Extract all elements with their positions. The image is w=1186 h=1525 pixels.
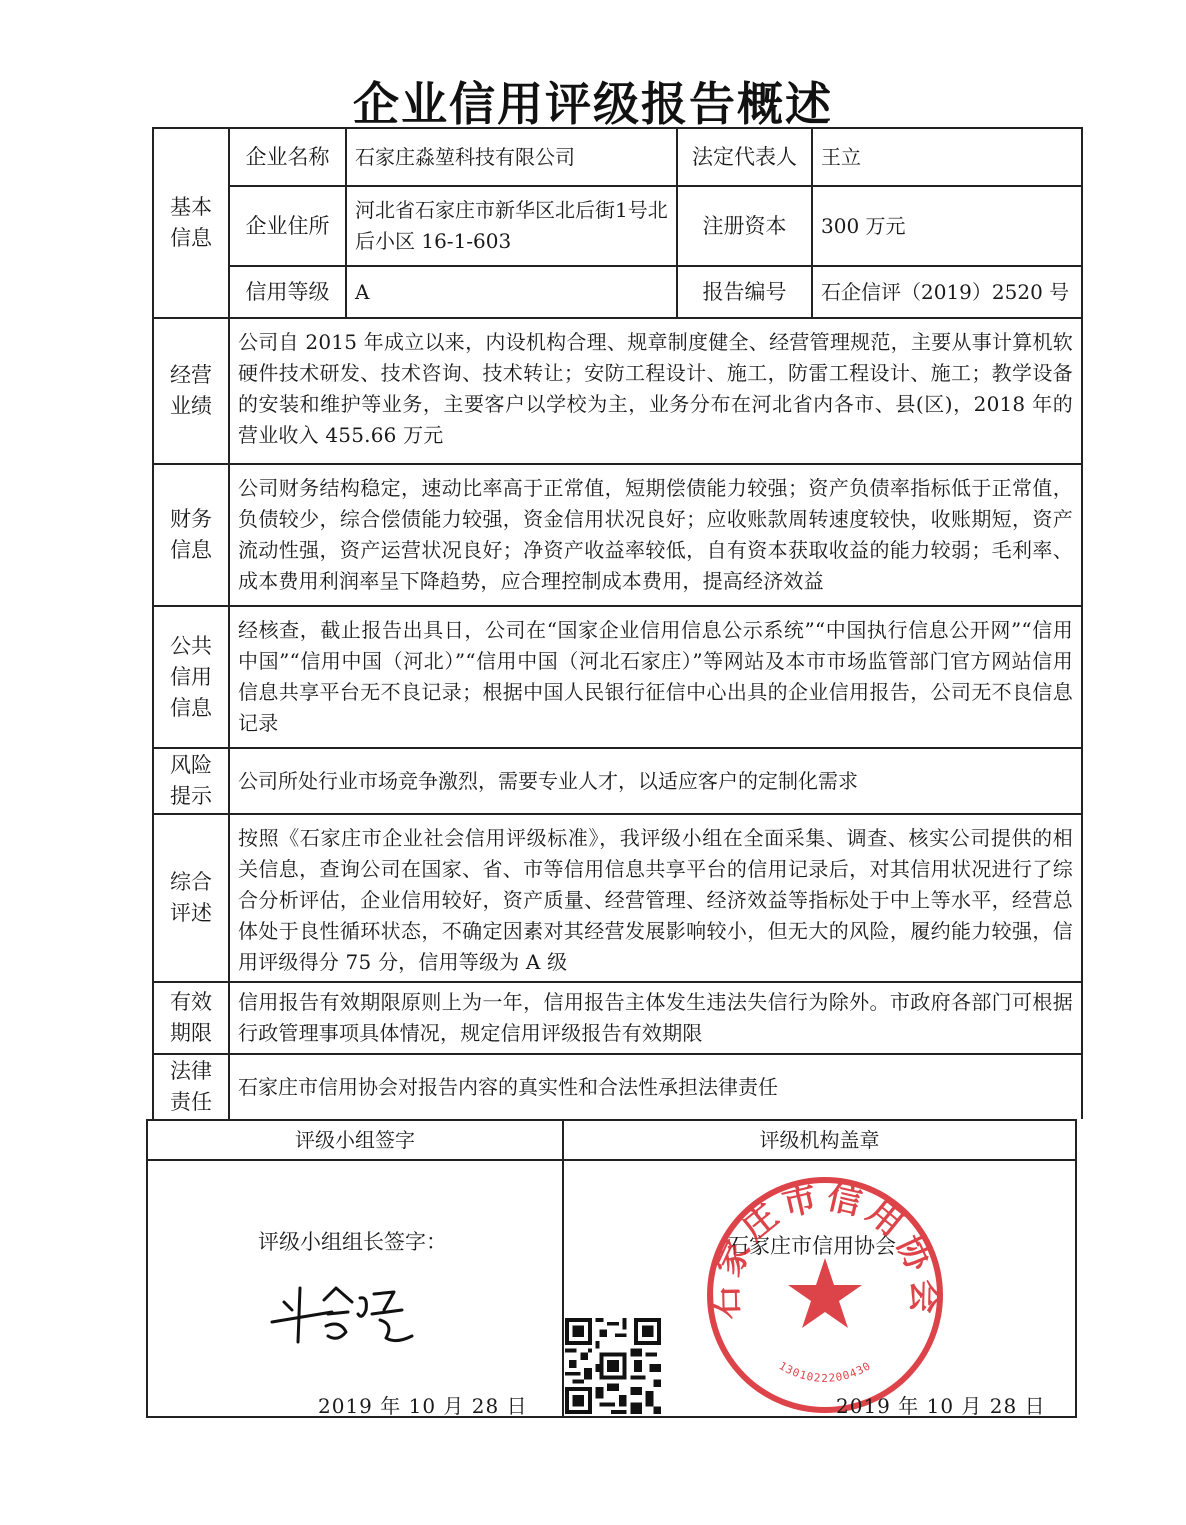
- label-line: 期限: [170, 1021, 212, 1045]
- star-icon: [788, 1258, 862, 1328]
- section-evaluation-label: [152, 813, 228, 981]
- legal-text: 石家庄市信用协会对报告内容的真实性和合法性承担法律责任: [228, 1053, 1083, 1119]
- legal-rep-value: 王立: [811, 127, 1083, 185]
- report-no-value: 石企信评（2019）2520 号: [811, 265, 1083, 317]
- section-performance-label: [152, 317, 228, 463]
- evaluation-text: 按照《石家庄市企业社会信用评级标准》，我评级小组在全面采集、调查、核实公司提供的相关信息，查询公司在国家、省、市等信用信息共享平台的信用记录后，对其信用状况进行了综合分析评估，企业信用较好，资产质量、经营管理、经济效益等指标处于中上等水平，经营总体处于良性循环状态，不确定因素对其经营发展影响较小，但无大的风险，履约能力较强，信用评级得分 75 分，信用等级为 A 级: [228, 813, 1083, 981]
- section-validity-label: [152, 981, 228, 1053]
- leader-signature-label: 评级小组组长签字：: [258, 1230, 447, 1254]
- report-title: 企业信用评级报告概述: [353, 77, 833, 131]
- credit-grade-label: 信用等级: [228, 265, 345, 317]
- org-name: 石家庄市信用协会: [728, 1234, 896, 1258]
- section-risk-label: [152, 747, 228, 813]
- label-line: 公共: [170, 633, 212, 658]
- section-public-credit-label: [152, 605, 228, 747]
- label-line: 财务: [170, 507, 212, 531]
- risk-text: 公司所处行业市场竞争激烈，需要专业人才，以适应客户的定制化需求: [228, 747, 1083, 813]
- section-legal-label: [152, 1053, 228, 1119]
- handwritten-signature: [262, 1280, 432, 1350]
- label-line: 有效: [170, 990, 212, 1014]
- label-line: 信用: [170, 664, 212, 689]
- label-line: 信息: [170, 226, 212, 250]
- stamp-number: 1301022200430: [776, 1359, 874, 1385]
- label-line: 风险: [170, 753, 212, 777]
- label-line: 法律: [170, 1059, 212, 1083]
- label-line: 提示: [170, 784, 212, 808]
- stamp-text: 石家庄市信用协会: [705, 1176, 945, 1320]
- capital-value: 300 万元: [811, 185, 1083, 265]
- team-signature-header: 评级小组签字: [146, 1119, 562, 1159]
- public-credit-text: 经核查，截止报告出具日，公司在“国家企业信用信息公示系统”“中国执行信息公开网”“信用中国”“信用中国（河北）”“信用中国（河北石家庄）”等网站及本市市场监管部门官方网站信用信息共享平台无不良记录；根据中国人民银行征信中心出具的企业信用报告，公司无不良信息记录: [228, 605, 1083, 747]
- legal-rep-label: 法定代表人: [676, 127, 811, 185]
- validity-text: 信用报告有效期限原则上为一年，信用报告主体发生违法失信行为除外。市政府各部门可根据行政管理事项具体情况，规定信用评级报告有效期限: [228, 981, 1083, 1053]
- address-label: 企业住所: [228, 185, 345, 265]
- finance-text: 公司财务结构稳定，速动比率高于正常值，短期偿债能力较强；资产负债率指标低于正常值，负债较少，综合偿债能力较强，资金信用状况良好；应收账款周转速度较快，收账期短，资产流动性强，资产运营状况良好；净资产收益率较低，自有资本获取收益的能力较弱；毛利率、成本费用利润率呈下降趋势，应合理控制成本费用，提高经济效益: [228, 463, 1083, 605]
- svg-text:1301022200430: [777, 1359, 874, 1385]
- qr-code: [565, 1318, 661, 1414]
- capital-label: 注册资本: [676, 185, 811, 265]
- right-date: 2019 年 10 月 28 日: [836, 1394, 1046, 1418]
- performance-text: 公司自 2015 年成立以来，内设机构合理、规章制度健全、经营管理规范，主要从事计算机软硬件技术研发、技术咨询、技术转让；安防工程设计、施工，防雷工程设计、施工；教学设备的安装和维护等业务，主要客户以学校为主，业务分布在河北省内各市、县(区)，2018 年的营业收入 455.66 万元: [228, 317, 1083, 463]
- official-seal-stamp: [700, 1170, 950, 1420]
- company-name-value: 石家庄淼堃科技有限公司: [345, 127, 676, 185]
- label-line: 业绩: [170, 394, 212, 418]
- label-line: 基本: [170, 195, 212, 219]
- address-value: 河北省石家庄市新华区北后街1号北后小区 16-1-603: [345, 185, 676, 265]
- credit-grade-value: A: [345, 265, 676, 317]
- section-finance-label: [152, 463, 228, 605]
- label-line: 综合: [170, 870, 212, 894]
- label-line: 经营: [170, 363, 212, 387]
- report-no-label: 报告编号: [676, 265, 811, 317]
- label-line: 信息: [170, 695, 212, 720]
- label-line: 评述: [170, 901, 212, 925]
- section-basic-label: [152, 127, 228, 317]
- org-stamp-header: 评级机构盖章: [562, 1119, 1077, 1159]
- label-line: 责任: [170, 1090, 212, 1114]
- company-name-label: 企业名称: [228, 127, 345, 185]
- label-line: 信息: [170, 538, 212, 562]
- left-date: 2019 年 10 月 28 日: [318, 1394, 528, 1418]
